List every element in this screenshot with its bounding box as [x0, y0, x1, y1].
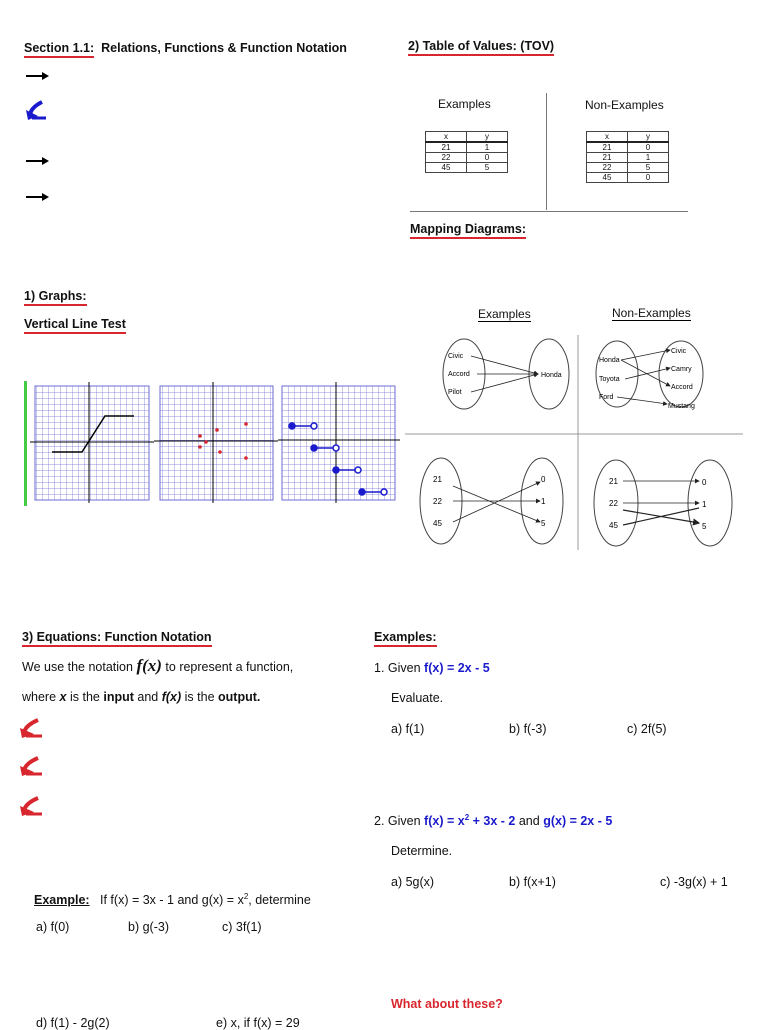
graphs-title: 1) Graphs:	[24, 289, 87, 303]
mapping-ex2-range: 1	[541, 497, 546, 506]
table-row: 45 0	[587, 173, 669, 183]
mapping-examples-label: Examples	[478, 307, 531, 321]
mapping-nex1-domain: Toyota	[599, 376, 620, 383]
examples-title: Examples:	[374, 630, 437, 644]
notation-fx: f(x)	[136, 656, 162, 675]
bullet-arrows	[24, 70, 54, 210]
mapping-ex2-range: 0	[541, 475, 546, 484]
question-1-a: a) f(1)	[391, 722, 425, 736]
left-example: Example: If f(x) = 3x - 1 and $g(x) = x^2$, determine	[34, 892, 311, 908]
mapping-ex2-domain: 22	[433, 497, 442, 506]
tov-examples-table	[425, 131, 508, 173]
mapping-nex2-range: 1	[702, 500, 707, 509]
question-1-b: b) f(-3)	[509, 722, 547, 736]
question-2-instruction: Determine.	[391, 844, 453, 858]
table-row: 21 1	[426, 142, 508, 153]
tov-non-examples-table	[586, 131, 669, 183]
tov-examples-label: Examples	[438, 97, 491, 111]
question-1-c: c) 2f(5)	[627, 722, 667, 736]
mapping-nex2-range: 5	[702, 522, 707, 531]
curved-arrow-icon	[20, 798, 42, 816]
tov-non-examples-label: Non-Examples	[585, 98, 664, 112]
table-row: 22 0	[426, 153, 508, 163]
graphs-subtitle: Vertical Line Test	[24, 317, 126, 331]
red-arrows	[18, 716, 48, 826]
mapping-non-examples-label: Non-Examples	[612, 306, 691, 320]
left-example-c: c) 3f(1)	[222, 920, 262, 934]
left-example-b: b) g(-3)	[128, 920, 169, 934]
mapping-nex1-range: Civic	[671, 348, 687, 355]
table-header: x	[587, 132, 628, 143]
left-example-a: a) f(0)	[36, 920, 70, 934]
what-about-these: What about these?	[391, 997, 503, 1011]
mapping-nex1-domain: Honda	[599, 357, 620, 364]
mapping-nex1-range: Accord	[671, 384, 693, 391]
mapping-ex1-domain: Pilot	[448, 389, 462, 396]
graphs-row	[30, 380, 400, 510]
question-1: 1. Given f(x) = 2x - 5	[374, 661, 490, 675]
mapping-ex1-domain: Accord	[448, 371, 470, 378]
question-2-b: b) f(x+1)	[509, 875, 556, 889]
equations-title: 3) Equations: Function Notation	[22, 630, 212, 644]
example-label: Example:	[34, 893, 90, 908]
graph-2	[154, 382, 278, 503]
mapping-nex2-domain: 22	[609, 499, 618, 508]
table-header: x	[426, 132, 467, 143]
right-arrow-icon	[26, 72, 49, 80]
table-header: y	[467, 132, 508, 143]
table-header: y	[628, 132, 669, 143]
mapping-ex2-range: 5	[541, 519, 546, 528]
mapping-diagrams	[405, 330, 750, 555]
question-2: 2. Given $f(x) = x^2 + 3x - 2$ and g(x) = 2x - 5	[374, 813, 613, 829]
question-2-a: a) 5g(x)	[391, 875, 435, 889]
mapping-nex1-domain: Ford	[599, 394, 614, 401]
vertical-line-marker	[24, 381, 27, 506]
section-number: Section 1.1:	[24, 41, 94, 58]
table-row: 45 5	[426, 163, 508, 173]
mapping-nex2-range: 0	[702, 478, 707, 487]
curved-arrow-icon	[20, 720, 42, 738]
mapping-title: Mapping Diagrams:	[410, 222, 526, 236]
left-example-e: e) x, if f(x) = 29	[216, 1016, 300, 1030]
mapping-nex1-range: Mustang	[668, 403, 695, 410]
question-1-instruction: Evaluate.	[391, 691, 444, 705]
right-arrow-icon	[26, 193, 49, 201]
right-arrow-icon	[26, 157, 49, 165]
tov-divider-horizontal	[410, 211, 688, 212]
graph-1	[30, 382, 154, 503]
tov-title: 2) Table of Values: (TOV)	[408, 39, 554, 53]
table-row: 22 5	[587, 163, 669, 173]
mapping-ex2-domain: 45	[433, 519, 442, 528]
question-2-c: c) -3g(x) + 1	[660, 875, 728, 889]
table-row: 21 0	[587, 142, 669, 153]
section-subtitle: Relations, Functions & Function Notation	[101, 41, 347, 55]
curved-arrow-icon	[26, 102, 46, 120]
mapping-ex1-range: Honda	[541, 372, 562, 379]
notation-line-1: We use the notation f(x) to represent a function,	[22, 656, 294, 675]
curved-arrow-icon	[20, 758, 42, 776]
mapping-nex2-domain: 45	[609, 521, 618, 530]
mapping-ex1-domain: Civic	[448, 353, 464, 360]
left-example-d: d) f(1) - 2g(2)	[36, 1016, 110, 1030]
section-title	[24, 41, 347, 55]
notation-line-2: where x is the input and f(x) is the output.	[22, 690, 261, 704]
mapping-nex2-domain: 21	[609, 477, 618, 486]
mapping-nex1-range: Camry	[671, 366, 692, 373]
graph-3	[278, 382, 400, 503]
tov-divider-vertical	[546, 93, 547, 210]
table-row: 21 1	[587, 153, 669, 163]
mapping-ex2-domain: 21	[433, 475, 442, 484]
